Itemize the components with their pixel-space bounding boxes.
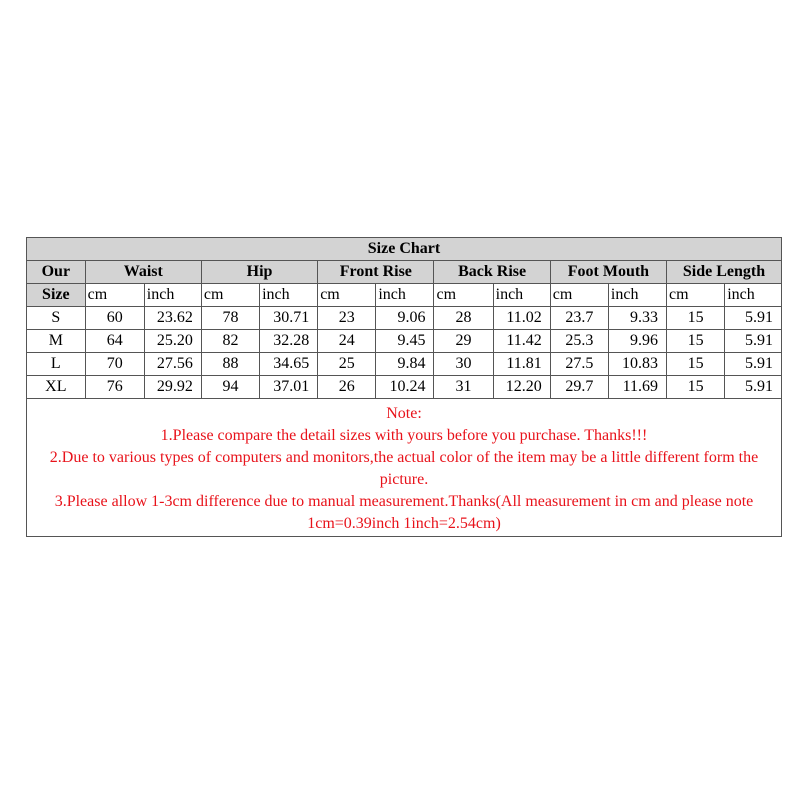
table-row xyxy=(27,307,781,330)
table-row xyxy=(27,330,781,353)
measurement-cell: 5.91 xyxy=(725,330,781,353)
measurement-cell: 70 xyxy=(85,353,144,376)
measurement-cell: 11.42 xyxy=(493,330,550,353)
our-size-header-top: Our xyxy=(27,261,85,284)
measurement-cell: 23.62 xyxy=(144,307,201,330)
measurement-cell: 23.7 xyxy=(550,307,608,330)
column-header-foot-mouth: Foot Mouth xyxy=(550,261,666,284)
unit-label-cm: cm xyxy=(550,284,608,307)
note-line-1: 1.Please compare the detail sizes with yours before you purchase. Thanks!!! xyxy=(160,427,648,444)
measurement-cell: 29.92 xyxy=(144,376,201,399)
measurement-cell: 76 xyxy=(85,376,144,399)
measurement-cell: 5.91 xyxy=(725,307,781,330)
unit-label-cm: cm xyxy=(201,284,259,307)
measurement-cell: 5.91 xyxy=(725,353,781,376)
unit-label-inch: inch xyxy=(608,284,666,307)
size-label: XL xyxy=(27,376,85,399)
measurement-cell: 29 xyxy=(434,330,493,353)
measurement-cell: 10.83 xyxy=(608,353,666,376)
note-heading: Note: xyxy=(386,405,422,422)
measurement-cell: 23 xyxy=(318,307,376,330)
table-row xyxy=(27,376,781,399)
measurement-cell: 9.84 xyxy=(376,353,434,376)
measurement-cell: 15 xyxy=(667,330,725,353)
measurement-cell: 64 xyxy=(85,330,144,353)
unit-label-cm: cm xyxy=(667,284,725,307)
measurement-cell: 34.65 xyxy=(260,353,318,376)
table-row xyxy=(27,353,781,376)
size-rows xyxy=(27,307,781,399)
measurement-cell: 9.06 xyxy=(376,307,434,330)
size-label: S xyxy=(27,307,85,330)
column-header-hip: Hip xyxy=(201,261,317,284)
measurement-cell: 24 xyxy=(318,330,376,353)
measurement-cell: 32.28 xyxy=(260,330,318,353)
measurement-cell: 9.45 xyxy=(376,330,434,353)
size-chart-frame xyxy=(26,237,782,537)
measurement-cell: 60 xyxy=(85,307,144,330)
size-label: L xyxy=(27,353,85,376)
measurement-cell: 25 xyxy=(318,353,376,376)
unit-label-inch: inch xyxy=(260,284,318,307)
measurement-cell: 15 xyxy=(667,376,725,399)
notes-section xyxy=(27,399,781,535)
measurement-cell: 9.96 xyxy=(608,330,666,353)
measurement-cell: 27.56 xyxy=(144,353,201,376)
measurement-cell: 27.5 xyxy=(550,353,608,376)
measurement-cell: 12.20 xyxy=(493,376,550,399)
unit-label-cm: cm xyxy=(434,284,493,307)
size-chart-title: Size Chart xyxy=(27,238,781,261)
measurement-cell: 15 xyxy=(667,307,725,330)
measurement-cell: 31 xyxy=(434,376,493,399)
measurement-cell: 11.69 xyxy=(608,376,666,399)
measurement-cell: 9.33 xyxy=(608,307,666,330)
measurement-cell: 10.24 xyxy=(376,376,434,399)
measurement-cell: 30.71 xyxy=(260,307,318,330)
column-header-back-rise: Back Rise xyxy=(434,261,550,284)
note-line-2: 2.Due to various types of computers and monitors,the actual color of the item may be a little different form the picture. xyxy=(49,449,759,488)
measurement-cell: 94 xyxy=(201,376,259,399)
our-size-header-bottom: Size xyxy=(27,284,85,307)
measurement-cell: 5.91 xyxy=(725,376,781,399)
measurement-cell: 82 xyxy=(201,330,259,353)
unit-label-cm: cm xyxy=(318,284,376,307)
unit-label-inch: inch xyxy=(376,284,434,307)
measurement-cell: 78 xyxy=(201,307,259,330)
measurement-cell: 25.20 xyxy=(144,330,201,353)
measurement-cell: 11.02 xyxy=(493,307,550,330)
measurement-cell: 11.81 xyxy=(493,353,550,376)
notes-cell xyxy=(27,399,781,536)
measurement-cell: 15 xyxy=(667,353,725,376)
unit-label-inch: inch xyxy=(493,284,550,307)
unit-label-inch: inch xyxy=(725,284,781,307)
measurement-cell: 26 xyxy=(318,376,376,399)
size-label: M xyxy=(27,330,85,353)
column-header-side-length: Side Length xyxy=(667,261,781,284)
unit-label-cm: cm xyxy=(85,284,144,307)
measurement-cell: 28 xyxy=(434,307,493,330)
measurement-cell: 88 xyxy=(201,353,259,376)
unit-label-inch: inch xyxy=(144,284,201,307)
size-chart-table xyxy=(27,238,781,535)
measurement-cell: 25.3 xyxy=(550,330,608,353)
measurement-cell: 37.01 xyxy=(260,376,318,399)
measurement-cell: 30 xyxy=(434,353,493,376)
column-header-waist: Waist xyxy=(85,261,201,284)
note-line-3: 3.Please allow 1-3cm difference due to manual measurement.Thanks(All measurement in cm and please note 1cm=0.39inch 1inch=2.54cm) xyxy=(54,493,754,532)
column-header-front-rise: Front Rise xyxy=(318,261,434,284)
measurement-cell: 29.7 xyxy=(550,376,608,399)
